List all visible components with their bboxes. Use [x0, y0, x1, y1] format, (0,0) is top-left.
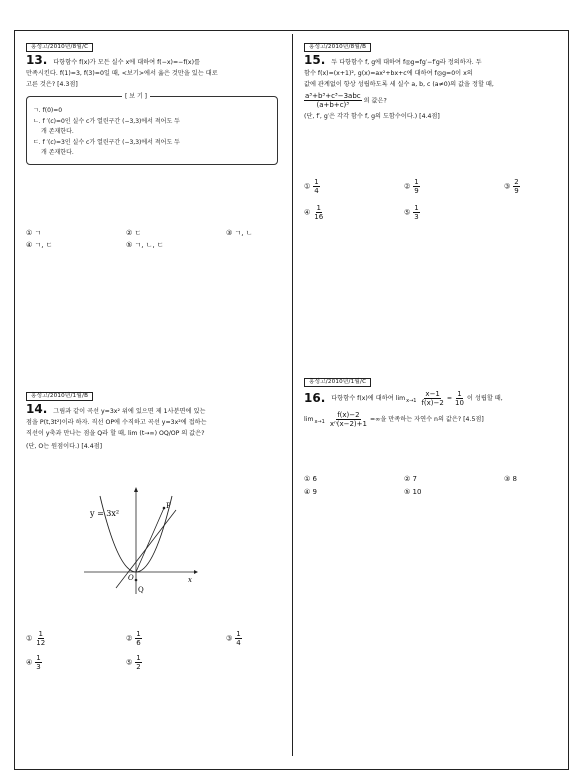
- denominator: (a+b+c)³: [316, 101, 350, 109]
- denominator: 12: [36, 639, 46, 647]
- origin-label: O: [128, 574, 134, 582]
- numerator: 1: [136, 654, 141, 662]
- question-text-line: 다항함수 f(x)에 대하여 lim: [331, 395, 406, 402]
- choice-1[interactable]: [304, 178, 320, 195]
- question-text-line: 두 다항함수 f, g에 대하여 f◎g=fg′−f′g라 정의하자. 두: [331, 59, 482, 66]
- numerator: 1: [136, 630, 141, 638]
- question-note: (단, O는 원점이다.) [4.4점]: [26, 443, 103, 450]
- choice-mark: ⑤: [404, 208, 411, 217]
- choice-mark: ⑤: [126, 658, 133, 667]
- choice-mark: ③: [226, 634, 233, 643]
- denominator: f(x)−2: [421, 399, 444, 407]
- choice-5[interactable]: [126, 654, 142, 671]
- choice-3[interactable]: [504, 178, 520, 195]
- source-tag: 홍성고/2010년/1월/C: [304, 378, 371, 387]
- choice-2[interactable]: [126, 630, 142, 647]
- choice-3[interactable]: ③ 8: [504, 475, 517, 483]
- denominator: 10: [455, 399, 464, 407]
- x-axis-arrow: [194, 570, 198, 574]
- choice-4[interactable]: ④ 9: [304, 488, 317, 496]
- question-15: [304, 41, 556, 122]
- choice-mark: ④: [304, 208, 311, 217]
- numerator: 1: [314, 178, 319, 186]
- denominator: 2: [136, 663, 141, 671]
- numerator: 2: [514, 178, 519, 186]
- choice-2[interactable]: [404, 178, 420, 195]
- question-number: 13.: [26, 53, 48, 67]
- denominator: 16: [314, 213, 324, 221]
- fraction: [313, 178, 319, 195]
- question-text-line: 점을 P(t,3t²)이라 하자. 직선 OP에 수직하고 곡선 y=3x²에 접하는: [26, 419, 207, 426]
- expression-fraction: [304, 92, 362, 109]
- question-text-line: 만족시킨다. f(1)=3, f(3)=0일 때, <보기>에서 옳은 것만을 있는 대로: [26, 70, 218, 77]
- choice-3[interactable]: [226, 630, 242, 647]
- limit-fraction: [420, 390, 444, 407]
- question-number: 14.: [26, 402, 48, 416]
- denominator: 9: [414, 187, 419, 195]
- numerator: 1: [36, 654, 41, 662]
- source-tag: 홍성고/2010년/8월/C: [26, 43, 93, 52]
- bogi-box: [26, 93, 278, 165]
- question-text-line: 이 성립할 때,: [466, 395, 503, 402]
- question-text-line: =∞을 만족하는 자연수 n의 값은? [4.5점]: [370, 416, 484, 423]
- q15-choices: [304, 178, 554, 228]
- source-tag: 홍성고/2010년/8월/B: [304, 43, 371, 52]
- fraction: [413, 204, 419, 221]
- fraction: [35, 630, 46, 647]
- choice-4[interactable]: ④ ㄱ, ㄷ: [26, 241, 53, 249]
- numerator: 1: [457, 390, 462, 398]
- q13-choices: [26, 228, 276, 258]
- q16-choices: [304, 475, 554, 505]
- p-label: P: [166, 502, 171, 510]
- choice-5[interactable]: ⑤ ㄱ, ㄴ, ㄷ: [126, 241, 164, 249]
- question-text-line: 값에 관계없이 항상 성립하도록 세 실수 a, b, c (a≠0)의 값을 정할 때,: [304, 81, 494, 88]
- question-text-line: 함수 f(x)=(x+1)², g(x)=ax²+bx+c에 대하여 f◎g=0이 x의: [304, 70, 473, 77]
- choice-5[interactable]: [404, 204, 420, 221]
- choice-mark: ②: [404, 182, 411, 191]
- tangent-line: [116, 510, 176, 588]
- q14-choices: [26, 630, 276, 680]
- equals-sign: =: [446, 395, 453, 402]
- q-label: Q: [138, 586, 144, 594]
- choice-1[interactable]: [26, 630, 46, 647]
- denominator: 3: [414, 213, 419, 221]
- choice-4[interactable]: [26, 654, 42, 671]
- limit-word: lim: [304, 416, 314, 423]
- point-p: [163, 507, 166, 510]
- choice-1[interactable]: ① ㄱ: [26, 229, 42, 237]
- limit-subscript: x→1: [406, 398, 417, 404]
- denominator: 4: [314, 187, 319, 195]
- question-text-line: 그림과 같이 곡선 y=3x² 위에 있으면 제 1사분면에 있는: [53, 408, 206, 415]
- choice-5[interactable]: ⑤ 10: [404, 488, 422, 496]
- numerator: a³+b³+c³−3abc: [305, 92, 361, 100]
- bogi-item: ㄱ. f(0)=0: [33, 107, 63, 114]
- question-number: 16.: [304, 391, 326, 405]
- fraction: [313, 204, 324, 221]
- question-14: [26, 390, 278, 452]
- numerator: f(x)−2: [337, 411, 360, 419]
- choice-2[interactable]: ② 7: [404, 475, 417, 483]
- choice-3[interactable]: ③ ㄱ, ㄴ: [226, 229, 253, 237]
- numerator: 1: [236, 630, 241, 638]
- choice-1[interactable]: ① 6: [304, 475, 317, 483]
- x-axis-label: x: [188, 576, 192, 584]
- numerator: x−1: [425, 390, 440, 398]
- source-tag: 홍성고/2010년/1월/B: [26, 392, 93, 401]
- expression-tail: 의 값은?: [363, 97, 387, 105]
- question-16: [304, 376, 556, 428]
- bogi-item: ㄴ. f ′(c)=0인 실수 c가 열린구간 (−3,3)에서 적어도 두: [33, 117, 180, 125]
- fraction: [235, 630, 241, 647]
- column-divider: [292, 34, 293, 756]
- result-fraction: [454, 390, 465, 407]
- curve-label: y = 3x²: [90, 509, 120, 518]
- question-text-line: 직선이 y축과 만나는 점을 Q라 할 때, lim (t→∞) OQ/OP 의 값은?: [26, 430, 205, 437]
- choice-mark: ④: [26, 658, 33, 667]
- bogi-item: 개 존재한다.: [41, 128, 74, 135]
- fraction: [35, 654, 41, 671]
- fraction: [413, 178, 419, 195]
- denominator: 3: [36, 663, 41, 671]
- numerator: 1: [414, 204, 419, 212]
- denominator: xⁿ(x−2)+1: [329, 420, 367, 428]
- choice-2[interactable]: ② ㄷ: [126, 229, 142, 237]
- limit-line-2: [304, 411, 556, 428]
- numerator: 1: [316, 204, 321, 212]
- question-text-line: 고른 것은? [4.3점]: [26, 81, 78, 88]
- bogi-title: [ 보 기 ]: [122, 92, 150, 101]
- numerator: 1: [38, 630, 43, 638]
- limit-fraction: [329, 411, 368, 428]
- question-number: 15.: [304, 53, 326, 67]
- question-13: [26, 41, 278, 165]
- y-axis-arrow: [134, 487, 138, 492]
- numerator: 1: [414, 178, 419, 186]
- limit-subscript: x→1: [314, 419, 325, 425]
- question-note: (단, f′, g′은 각각 함수 f, g의 도함수이다.) [4.4점]: [304, 113, 440, 120]
- bogi-item: 개 존재한다.: [41, 149, 74, 156]
- denominator: 9: [514, 187, 519, 195]
- choice-mark: ①: [26, 634, 33, 643]
- choice-mark: ③: [504, 182, 511, 191]
- choice-mark: ①: [304, 182, 311, 191]
- denominator: 4: [236, 639, 241, 647]
- parabola-graph: [82, 486, 200, 598]
- fraction: [135, 630, 141, 647]
- denominator: 6: [136, 639, 141, 647]
- fraction: [135, 654, 141, 671]
- choice-4[interactable]: [304, 204, 324, 221]
- expression-line: [304, 92, 556, 109]
- point-q: [135, 579, 138, 582]
- choice-mark: ②: [126, 634, 133, 643]
- question-text-line: 다항함수 f(x)가 모든 실수 x에 대하여 f(−x)=−f(x)를: [53, 59, 200, 66]
- bogi-item: ㄷ. f ′(c)=3인 실수 c가 열린구간 (−3,3)에서 적어도 두: [33, 138, 180, 146]
- fraction: [513, 178, 519, 195]
